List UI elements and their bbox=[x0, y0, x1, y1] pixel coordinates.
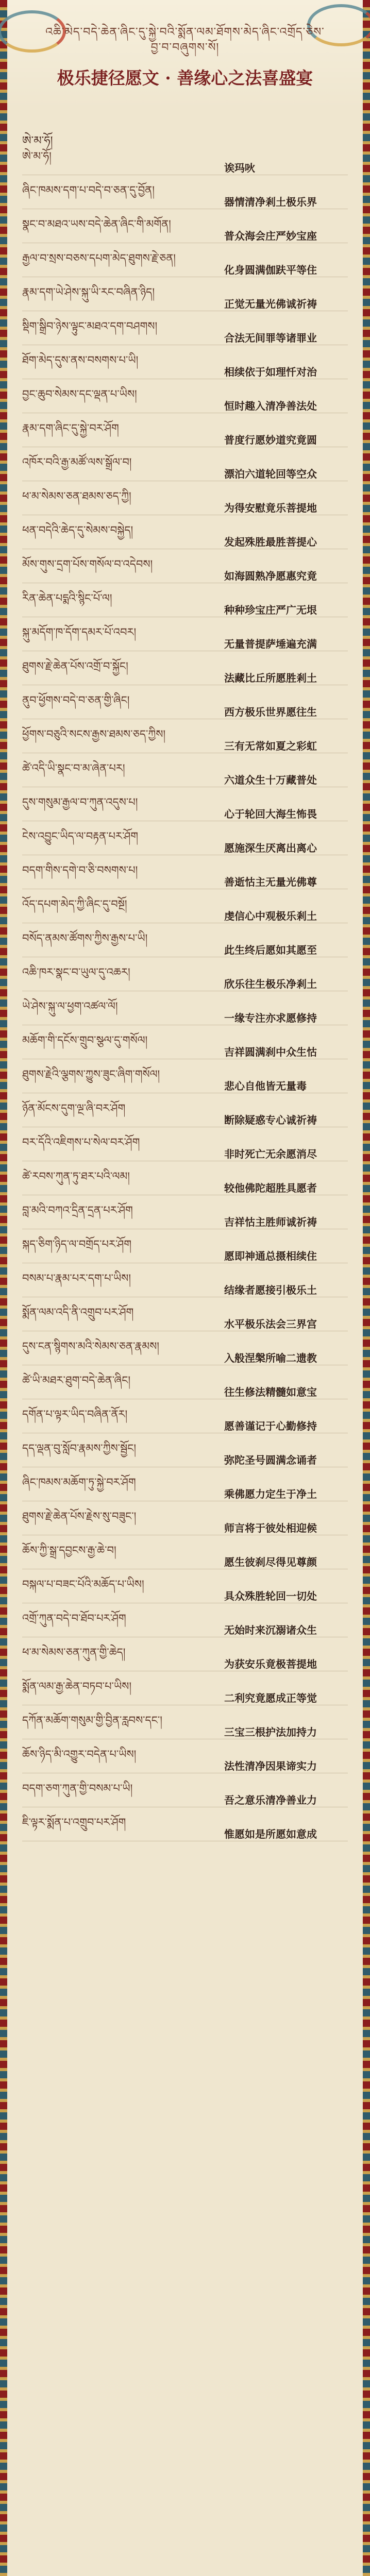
verse-chinese: 此生终后愿如其愿至 bbox=[224, 944, 317, 956]
verse-row bbox=[22, 1501, 348, 1535]
verse-chinese: 欣乐往生极乐净剎土 bbox=[224, 978, 317, 990]
verse-chinese: 师言将于彼处相迎候 bbox=[224, 1522, 317, 1534]
verse-chinese: 悲心自他皆无量毒 bbox=[224, 1080, 307, 1092]
verse-row bbox=[22, 923, 348, 957]
verse-row bbox=[22, 685, 348, 719]
verse-row bbox=[22, 277, 348, 311]
verse-chinese: 虔信心中观极乐剎土 bbox=[224, 910, 317, 922]
header bbox=[7, 0, 363, 108]
verse-row bbox=[22, 549, 348, 583]
verse-tibetan: སྨོན་ལམ་རྒྱ་ཆེན་བཏབ་པ་ཡིས། bbox=[22, 1680, 132, 1692]
verse-row bbox=[22, 481, 348, 515]
verse-chinese: 六道众生十万藏普处 bbox=[224, 774, 317, 786]
verse-chinese: 弥陀圣号圆满念诵者 bbox=[224, 1454, 317, 1466]
verse-tibetan: ཉོན་མོངས་དུག་ལྔ་ཞི་བར་ཤོག bbox=[22, 1102, 126, 1114]
verse-chinese: 乘佛愿力定生于净土 bbox=[224, 1488, 317, 1500]
verse-row bbox=[22, 1229, 348, 1263]
verse-tibetan: མོས་གུས་དྲག་པོས་གསོལ་བ་འདེབས། bbox=[22, 558, 153, 570]
verse-tibetan: རྒྱལ་བ་སྲས་བཅས་དཔག་མེད་ཐུགས་རྗེ་ཅན། bbox=[22, 252, 176, 264]
verse-row bbox=[22, 1399, 348, 1433]
verse-tibetan: འཆི་ཁར་སྣང་བ་ཡུལ་དུ་འཆར། bbox=[22, 966, 130, 978]
verse-chinese: 诶玛吙 bbox=[224, 162, 255, 174]
verse-chinese: 愿施深生厌离出离心 bbox=[224, 842, 317, 854]
left-decorative-border bbox=[0, 0, 7, 2576]
verse-chinese: 惟愿如是所愿如意成 bbox=[224, 1828, 317, 1840]
verse-row bbox=[22, 209, 348, 243]
verse-row bbox=[22, 345, 348, 379]
verse-tibetan: བྱང་ཆུབ་སེམས་དང་ལྡན་པ་ཡིས། bbox=[22, 388, 137, 400]
verse-chinese: 较他佛陀超胜具愿者 bbox=[224, 1182, 317, 1194]
verse-chinese: 心于轮回大海生怖畏 bbox=[224, 808, 317, 820]
verse-tibetan: རིན་ཆེན་པདྨའི་སྙིང་པོ་ལ། bbox=[22, 592, 112, 604]
verse-row bbox=[22, 379, 348, 413]
verse-tibetan: སྨོན་ལམ་འདི་ནི་འགྲུབ་པར་ཤོག bbox=[22, 1306, 134, 1318]
verse-chinese: 吉祥圆满刹中众生怙 bbox=[224, 1046, 317, 1058]
verse-row bbox=[22, 515, 348, 549]
verse-tibetan: ཡེ་ཤེས་སྐུ་ལ་ཕྱག་འཚལ་ལོ། bbox=[22, 1000, 118, 1012]
verse-chinese: 三宝三根护法加持力 bbox=[224, 1726, 317, 1738]
right-decorative-border bbox=[363, 0, 370, 2576]
verse-tibetan: སྡིག་སྒྲིབ་ཉེས་ལྟུང་མཐའ་དག་བཤགས། bbox=[22, 320, 158, 332]
verse-chinese: 合法无间罪等诸罪业 bbox=[224, 332, 317, 344]
verse-chinese: 法藏比丘所愿胜剎土 bbox=[224, 672, 317, 684]
verse-row bbox=[22, 1569, 348, 1603]
verse-row bbox=[22, 719, 348, 753]
verse-row bbox=[22, 1705, 348, 1739]
verse-chinese: 善逝怙主无量光佛尊 bbox=[224, 876, 317, 888]
lead-tibetan: ཨེ་མ་ཧོ། bbox=[22, 134, 53, 147]
verse-tibetan: ཐུགས་རྗེ་ཆེན་པོས་རྗེས་སུ་བཟུང་། bbox=[22, 1510, 137, 1522]
verse-tibetan: བསྐལ་པ་བཟང་པོའི་མཆོད་པ་ཡིས། bbox=[22, 1578, 144, 1590]
verse-chinese: 化身圆满伽趺平等住 bbox=[224, 264, 317, 276]
verse-chinese: 结缘者愿接引极乐土 bbox=[224, 1284, 317, 1296]
verse-tibetan: ཨེ་མ་ཧོ། bbox=[22, 150, 52, 162]
verse-row bbox=[22, 583, 348, 617]
verse-tibetan: འོད་དཔག་མེད་ཀྱི་ཞིང་དུ་བསྔོ། bbox=[22, 898, 127, 910]
main-title: 极乐捷径愿文 · 善缘心之法喜盛宴 bbox=[57, 68, 313, 88]
verse-chinese: 法性清净因果谛实力 bbox=[224, 1760, 317, 1772]
verse-tibetan: དུས་ངན་སྙིགས་མའི་སེམས་ཅན་རྣམས། bbox=[22, 1340, 159, 1352]
verse-tibetan: ངེས་འབྱུང་ཡིད་ལ་བརྟན་པར་ཤོག bbox=[22, 830, 139, 842]
verse-tibetan: སྐུ་མདོག་ཁ་དོག་དམར་པོ་འབར། bbox=[22, 626, 137, 638]
verse-chinese: 种种珍宝庄严广无垠 bbox=[224, 604, 317, 616]
verse-chinese: 正觉无量光佛诚祈祷 bbox=[224, 298, 317, 310]
verse-tibetan: ཚེ་ཡི་མཐར་ཐུག་བདེ་ཆེན་ཞིང། bbox=[22, 1374, 131, 1386]
verse-list bbox=[18, 128, 352, 1841]
verse-tibetan: དགོན་པ་ལྟར་ཡིད་བཞིན་ནོར། bbox=[22, 1408, 128, 1420]
verse-tibetan: ཕ་མ་སེམས་ཅན་ཀུན་གྱི་ཆེད། bbox=[22, 1646, 126, 1658]
verse-row bbox=[22, 889, 348, 923]
verse-tibetan: དུས་གསུམ་རྒྱལ་བ་ཀུན་འདུས་པ། bbox=[22, 796, 138, 808]
verse-chinese: 一缘专注亦求愿修持 bbox=[224, 1012, 317, 1024]
verse-row bbox=[22, 787, 348, 821]
verse-tibetan: ཐོག་མེད་དུས་ནས་བསགས་པ་ཡི། bbox=[22, 354, 139, 366]
verse-row bbox=[22, 311, 348, 345]
verse-chinese: 愿善谨记于心勤修持 bbox=[224, 1420, 317, 1432]
verse-chinese: 三有无常如夏之彩虹 bbox=[224, 740, 317, 752]
verse-tibetan: ཕྱོགས་བཅུའི་སངས་རྒྱས་ཐམས་ཅད་ཀྱིས། bbox=[22, 728, 166, 740]
verse-row bbox=[22, 447, 348, 481]
verse-tibetan: ཕ་མ་སེམས་ཅན་ཐམས་ཅད་ཀྱི། bbox=[22, 490, 131, 502]
verse-row bbox=[22, 821, 348, 855]
verse-tibetan: སྣང་བ་མཐའ་ཡས་བདེ་ཆེན་ཞིང་གི་མགོན། bbox=[22, 218, 171, 230]
verse-chinese: 如海圆熟净愿惠究竟 bbox=[224, 570, 317, 582]
verse-tibetan: བསོད་ནམས་ཚོགས་ཀྱིས་རྒྱས་པ་ཡི། bbox=[22, 932, 148, 944]
verse-row bbox=[22, 1059, 348, 1093]
verse-chinese: 漂泊六道轮回等空众 bbox=[224, 468, 317, 480]
verse-row bbox=[22, 1467, 348, 1501]
verse-chinese: 发起殊胜最胜菩提心 bbox=[224, 536, 317, 548]
verse-row bbox=[22, 1739, 348, 1773]
verse-row bbox=[22, 1331, 348, 1365]
verse-tibetan: རྣམ་དག་ཡེ་ཤེས་སྐུ་ཡི་རང་བཞིན་ཉིད། bbox=[22, 286, 155, 298]
verse-tibetan: བར་དོའི་འཇིགས་པ་སེལ་བར་ཤོག bbox=[22, 1136, 140, 1148]
verse-tibetan: དད་ལྡན་བུ་སློབ་རྣམས་ཀྱིས་སྦྱོང། bbox=[22, 1442, 137, 1454]
verse-tibetan: ཞིང་ཁམས་དག་པ་བདེ་བ་ཅན་དུ་བྱོན། bbox=[22, 184, 155, 196]
verse-chinese: 非时死亡无余愿消尽 bbox=[224, 1148, 317, 1160]
verse-tibetan: བསམ་པ་རྣམ་པར་དག་པ་ཡིས། bbox=[22, 1272, 131, 1284]
verse-row bbox=[22, 1263, 348, 1297]
verse-row bbox=[22, 855, 348, 889]
verse-row bbox=[22, 1671, 348, 1705]
verse-row bbox=[22, 991, 348, 1025]
verse-row bbox=[22, 1535, 348, 1569]
verse-chinese: 普众海会庄严妙宝座 bbox=[224, 230, 317, 242]
verse-row bbox=[22, 1603, 348, 1637]
verse-tibetan: ཇི་ལྟར་སྨོན་པ་འགྲུབ་པར་ཤོག bbox=[22, 1816, 126, 1828]
verse-chinese: 吾之意乐清净善业力 bbox=[224, 1794, 317, 1806]
verse-row bbox=[22, 957, 348, 991]
verse-tibetan: ཆོས་ཉིད་མི་འགྱུར་བདེན་པ་ཡིས། bbox=[22, 1748, 137, 1760]
verse-row bbox=[22, 1637, 348, 1671]
verse-tibetan: བདག་ཅག་ཀུན་གྱི་བསམ་པ་ཡི། bbox=[22, 1782, 133, 1794]
verse-row bbox=[22, 1297, 348, 1331]
verse-row bbox=[22, 1093, 348, 1127]
verse-row bbox=[22, 1025, 348, 1059]
verse-chinese: 入般涅槃所喻二遗教 bbox=[224, 1352, 317, 1364]
verse-row bbox=[22, 1433, 348, 1467]
verse-tibetan: བདག་གིས་དགེ་བ་ཅི་བསགས་པ། bbox=[22, 864, 138, 876]
verse-row bbox=[22, 753, 348, 787]
verse-row bbox=[22, 1127, 348, 1161]
verse-tibetan: ཚེ་རབས་ཀུན་ཏུ་ཐར་པའི་ལམ། bbox=[22, 1170, 130, 1182]
verse-tibetan: ཆོས་ཀྱི་སྒྲ་དབྱངས་རྒྱ་ཆེ་བ། bbox=[22, 1544, 116, 1556]
verse-row bbox=[22, 243, 348, 277]
tibetan-title: འཆི་མེད་བདེ་ཆེན་ཞིང་དུ་སྐྱེ་བའི་སྨོན་ལམ་ཐོགས་མེད་ཞིང་འགྲོད་ཅེས་བྱ་བ་བཞུགས་སོ། bbox=[45, 26, 325, 54]
verse-tibetan: ཐུགས་རྗེའི་ལྕགས་ཀྱུས་ཟུང་ཞིག་གསོལ། bbox=[22, 1068, 160, 1080]
verse-row bbox=[22, 141, 348, 175]
verse-row bbox=[22, 617, 348, 651]
verse-chinese: 为得安慰竟乐菩提地 bbox=[224, 502, 317, 514]
verse-tibetan: འགྲོ་ཀུན་བདེ་བ་ཐོབ་པར་ཤོག bbox=[22, 1612, 126, 1624]
verse-row bbox=[22, 1773, 348, 1807]
verse-row bbox=[22, 1161, 348, 1195]
verse-chinese: 普度行愿妙道究竟圆 bbox=[224, 434, 317, 446]
verse-row bbox=[22, 175, 348, 209]
verse-chinese: 无量普提萨埵遍充满 bbox=[224, 638, 317, 650]
verse-tibetan: རྣམ་དག་ཞིང་དུ་སྐྱེ་བར་ཤོག bbox=[22, 422, 119, 434]
verse-tibetan: མཆོག་གི་དངོས་གྲུབ་སྩལ་དུ་གསོལ། bbox=[22, 1034, 148, 1046]
verse-chinese: 相续依于如理忏对治 bbox=[224, 366, 317, 378]
verse-chinese: 无始时来沉溺诸众生 bbox=[224, 1624, 317, 1636]
verse-chinese: 二利究竟愿成正等觉 bbox=[224, 1692, 317, 1704]
verse-chinese: 器情清净剎土极乐界 bbox=[224, 196, 317, 208]
verse-chinese: 吉祥怙主胜师诚祈祷 bbox=[224, 1216, 317, 1228]
verse-row bbox=[22, 651, 348, 685]
verse-chinese: 愿即神通总摄相续住 bbox=[224, 1250, 317, 1262]
verse-tibetan: དཀོན་མཆོག་གསུམ་གྱི་བྱིན་རླབས་དང་། bbox=[22, 1714, 162, 1726]
verse-tibetan: བླ་མའི་བཀའ་དྲིན་དྲན་པར་ཤོག bbox=[22, 1204, 133, 1216]
verse-chinese: 往生修法精髓如意宝 bbox=[224, 1386, 317, 1398]
verse-chinese: 具众殊胜轮回一切处 bbox=[224, 1590, 317, 1602]
verse-row bbox=[22, 1195, 348, 1229]
verse-tibetan: ཚེ་འདི་ཡི་སྣང་བ་མ་ཞེན་པར། bbox=[22, 762, 125, 774]
verse-chinese: 断除疑惑专心诚祈祷 bbox=[224, 1114, 317, 1126]
verse-row bbox=[22, 1807, 348, 1841]
verse-row bbox=[22, 413, 348, 447]
verse-chinese: 愿生彼刹尽得见尊颜 bbox=[224, 1556, 317, 1568]
verse-tibetan: ཐུགས་རྗེ་ཆེན་པོས་འགྲོ་བ་སྐྱོང། bbox=[22, 660, 128, 672]
verse-chinese: 西方极乐世界愿往生 bbox=[224, 706, 317, 718]
verse-tibetan: སྐད་ཅིག་ཉིད་ལ་བགྲོད་པར་ཤོག bbox=[22, 1238, 132, 1250]
verse-tibetan: ཕན་བདེའི་ཆེད་དུ་སེམས་བསྐྱེད། bbox=[22, 524, 133, 536]
verse-row bbox=[22, 1365, 348, 1399]
verse-chinese: 为获安乐竟极菩提地 bbox=[224, 1658, 317, 1670]
verse-tibetan: ཞིང་ཁམས་མཆོག་ཏུ་སྐྱེ་བར་ཤོག bbox=[22, 1476, 136, 1488]
verse-tibetan: འཁོར་བའི་རྒྱ་མཚོ་ལས་སྒྲོལ་བ། bbox=[22, 456, 132, 468]
verse-chinese: 水平极乐法会三界宫 bbox=[224, 1318, 317, 1330]
verse-chinese: 恒时趣入清净善法处 bbox=[224, 400, 317, 412]
verse-tibetan: ནུབ་ཕྱོགས་བདེ་བ་ཅན་གྱི་ཞིང། bbox=[22, 694, 130, 706]
